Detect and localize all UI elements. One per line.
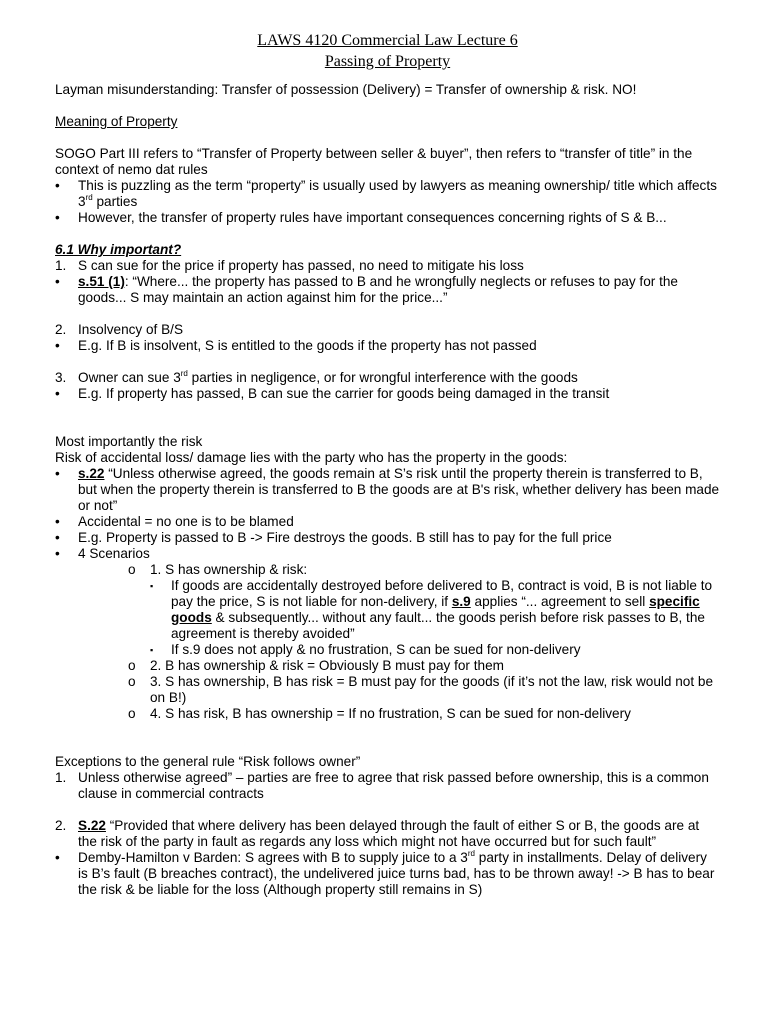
bullet-marker: • [55, 546, 60, 561]
list-item: • However, the transfer of property rules have important consequences concerning rights of S & B... [55, 210, 667, 225]
statute-ref: s.22 [78, 466, 105, 481]
statute-ref: s.9 [451, 594, 471, 609]
list-item: 1. S can sue for the price if property has passed, no need to mitigate his loss [55, 258, 524, 273]
circle-marker: o [128, 674, 136, 689]
intro-text: Layman misunderstanding: Transfer of possession (Delivery) = Transfer of ownership & risk. NO! [55, 82, 637, 97]
bullet-marker: • [55, 530, 60, 545]
list-item: • Accidental = no one is to be blamed [55, 514, 294, 529]
list-item: • s.51 (1): “Where... the property has passed to B and he wrongfully neglects or refuses to pay for the goods... S may maintain an action against him for the price...” [55, 274, 678, 305]
list-item: 3. Owner can sue 3rd parties in negligence, or for wrongful interference with the goods [55, 369, 578, 385]
circle-marker: o [128, 658, 136, 673]
list-item: 2. Insolvency of B/S [55, 322, 184, 337]
list-item: • E.g. If property has passed, B can sue the carrier for goods being damaged in the transit [55, 386, 610, 401]
statute-ref: S.22 [78, 818, 106, 833]
sogo-text: SOGO Part III refers to “Transfer of Property between seller & buyer”, then refers to “transfer of title” in the context of nemo dat rules [55, 146, 693, 177]
risk-text: Risk of accidental loss/ damage lies with the party who has the property in the goods: [55, 450, 568, 465]
bullet-marker: • [55, 210, 60, 225]
bullet-marker: • [55, 338, 60, 353]
list-item: o 2. B has ownership & risk = Obviously B must pay for them [128, 658, 504, 673]
list-item: 1. Unless otherwise agreed” – parties are free to agree that risk passed before ownership, this is a common clause in commercial contracts [55, 770, 709, 801]
list-item: ▪ If s.9 does not apply & no frustration, S can be sued for non-delivery [150, 642, 581, 657]
list-item: • Demby-Hamilton v Barden: S agrees with B to supply juice to a 3rd party in installments. Delay of delivery is B’s fault (B breaches contract), the undelivered juice turns bad, has to be thrown away! -> B has to bear the risk & be liable for the loss (Although property still remains in S) [55, 849, 715, 897]
bullet-marker: • [55, 466, 60, 481]
meaning-heading: Meaning of Property [55, 114, 178, 129]
square-marker: ▪ [150, 581, 154, 591]
list-item: • E.g. If B is insolvent, S is entitled to the goods if the property has not passed [55, 338, 537, 353]
list-item: o 4. S has risk, B has ownership = If no frustration, S can be sued for non-delivery [128, 706, 631, 721]
list-item: • s.22 “Unless otherwise agreed, the goods remain at S’s risk until the property therein is transferred to B, but when the property therein is transferred to B the goods are at B's risk, whether delivery has been made or not” [55, 466, 720, 513]
circle-marker: o [128, 562, 136, 577]
list-item: • This is puzzling as the term “property” is usually used by lawyers as meaning ownership/ title which affects 3rd parties [55, 178, 717, 209]
circle-marker: o [128, 706, 136, 721]
exceptions-heading: Exceptions to the general rule “Risk follows owner” [55, 754, 361, 769]
bullet-marker: • [55, 274, 60, 289]
list-item: o 3. S has ownership, B has risk = B must pay for the goods (if it’s not the law, risk would not be on B!) [128, 674, 714, 705]
list-item: • 4 Scenarios [55, 546, 150, 561]
list-item: o 1. S has ownership & risk: [128, 562, 308, 577]
bullet-marker: • [55, 178, 60, 193]
risk-heading: Most importantly the risk [55, 434, 203, 449]
square-marker: ▪ [150, 645, 154, 655]
list-item: • E.g. Property is passed to B -> Fire destroys the goods. B still has to pay for the full price [55, 530, 612, 545]
title-line-2: Passing of Property [324, 53, 451, 70]
title-line-1: LAWS 4120 Commercial Law Lecture 6 [257, 32, 518, 49]
list-item: ▪ If goods are accidentally destroyed before delivered to B, contract is void, B is not liable to pay the price, S is not liable for non-delivery, if s.9 applies “... agreement to sell specific goods & subsequently... without any fault... the goods perish before risk passes to B, the agreement is thereby avoided” [150, 578, 713, 641]
why-heading: 6.1 Why important? [55, 242, 182, 257]
bullet-marker: • [55, 386, 60, 401]
list-item: 2. S.22 “Provided that where delivery has been delayed through the fault of either S or B, the goods are at the risk of the party in fault as regards any loss which might not have occurred but for such fault” [55, 818, 700, 849]
bullet-marker: • [55, 850, 60, 865]
statute-ref: s.51 (1) [78, 274, 125, 289]
document-page [55, 30, 720, 898]
emphasis: specific goods [171, 594, 700, 625]
bullet-marker: • [55, 514, 60, 529]
